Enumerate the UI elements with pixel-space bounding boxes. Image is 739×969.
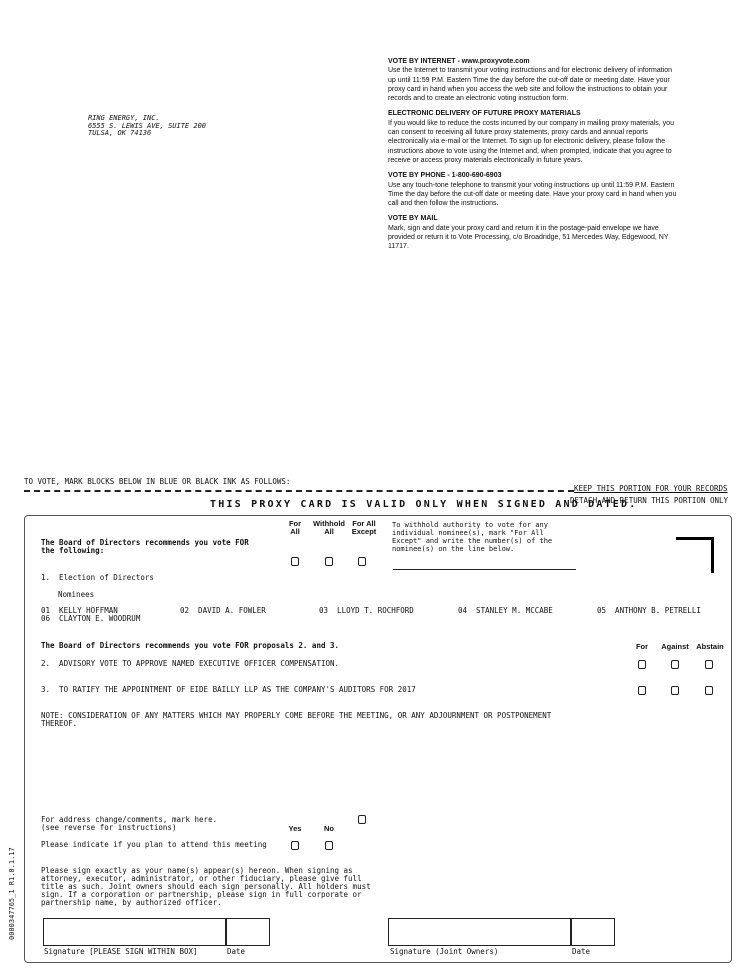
internet-title: VOTE BY INTERNET - www.proxyvote.com <box>388 58 530 65</box>
signature-label: Signature [PLEASE SIGN WITHIN BOX] <box>44 947 198 956</box>
registration-corner-mark <box>676 537 714 573</box>
mail-text: Mark, sign and date your proxy card and return it in the postage-paid envelope we have provided or return it to Vote Processing, c/o Broadridge, 51 Mercedes Way, Edgewood, NY 11717. <box>388 224 669 251</box>
item2-against-checkbox[interactable] <box>671 660 679 669</box>
board-recommendation: The Board of Directors recommends you vote FOR the following: <box>41 538 249 555</box>
address-change-label: For address change/comments, mark here. <box>41 815 218 824</box>
col-withhold-all: Withhold All <box>312 519 345 536</box>
nominee-05: 05 ANTHONY B. PETRELLI <box>597 606 701 615</box>
no-label: No <box>324 824 334 833</box>
item2-abstain-checkbox[interactable] <box>705 660 713 669</box>
company-address <box>88 115 206 138</box>
board-recommendation-proposals: The Board of Directors recommends you vote FOR proposals 2. and 3. <box>41 641 340 650</box>
nominee-write-in-line[interactable] <box>393 569 576 570</box>
attend-yes-checkbox[interactable] <box>291 841 299 850</box>
ink-instruction: TO VOTE, MARK BLOCKS BELOW IN BLUE OR BLACK INK AS FOLLOWS: <box>24 477 291 486</box>
address-change-checkbox[interactable] <box>358 815 366 824</box>
valid-notice: THIS PROXY CARD IS VALID ONLY WHEN SIGNED AND DATED. <box>210 499 638 510</box>
col-abstain: Abstain <box>696 642 724 651</box>
nominee-02: 02 DAVID A. FOWLER <box>180 606 266 615</box>
col-for-all-except: For All Except <box>351 519 377 536</box>
voting-methods <box>388 57 678 258</box>
form-code: 0000347765_1 R1.0.1.17 <box>8 847 16 940</box>
attend-no-checkbox[interactable] <box>325 841 333 850</box>
item-2-compensation: 2. ADVISORY VOTE TO APPROVE NAMED EXECUTIVE OFFICER COMPENSATION. <box>41 659 340 668</box>
col-for: For <box>635 642 649 651</box>
detach-portion-label: DETACH AND RETURN THIS PORTION ONLY <box>570 496 729 505</box>
attend-meeting-label: Please indicate if you plan to attend this meeting <box>41 840 267 849</box>
for-all-checkbox[interactable] <box>291 557 299 566</box>
joint-signature-box[interactable] <box>388 918 571 946</box>
date-box[interactable] <box>226 918 270 946</box>
nominee-01: 01 KELLY HOFFMAN <box>41 606 118 615</box>
company-city: TULSA, OK 74136 <box>88 129 152 137</box>
for-all-except-checkbox[interactable] <box>358 557 366 566</box>
item3-abstain-checkbox[interactable] <box>705 686 713 695</box>
phone-text: Use any touch-tone telephone to transmit your voting instructions up until 11:59 P.M. Eastern Time the day before the cut-off date or meeting date. Have your proxy card in hand when you call and then follow the instructions. <box>388 181 677 208</box>
col-against: Against <box>661 642 689 651</box>
detach-line <box>24 490 574 492</box>
date-label: Date <box>227 947 246 956</box>
withhold-all-checkbox[interactable] <box>325 557 333 566</box>
withhold-instructions: To withhold authority to vote for any individual nominee(s), mark "For All Except" and write the number(s) of the nominee(s) on the line below. <box>392 521 553 553</box>
mail-title: VOTE BY MAIL <box>388 215 438 223</box>
joint-date-label: Date <box>572 947 591 956</box>
electronic-text: If you would like to reduce the costs incurred by our company in mailing proxy materials, you can consent to receiving all future proxy statements, proxy cards and annual reports electronically via e-mail or the Internet. To sign up for electronic delivery, please follow the instructions above to vote using the Internet and, when prompted, indicate that you agree to receive or access proxy materials electronically in future years. <box>388 119 674 164</box>
meeting-note: NOTE: CONSIDERATION OF ANY MATTERS WHICH MAY PROPERLY COME BEFORE THE MEETING, OR ANY ADJOURNMENT OR POSTPONEMENT THEREOF. <box>41 711 552 728</box>
item-1-election: 1. Election of Directors <box>41 573 154 582</box>
company-name: RING ENERGY, INC. <box>88 114 160 122</box>
internet-text: Use the Internet to transmit your voting instructions and for electronic delivery of information up until 11:59 P.M. Eastern Time the day before the cut-off date or meeting date. Have your proxy card in hand when you access the web site and follow the instructions to obtain your records and to create an electronic voting instruction form. <box>388 67 673 103</box>
electronic-title: ELECTRONIC DELIVERY OF FUTURE PROXY MATERIALS <box>388 110 581 118</box>
col-for-all: For All <box>288 519 302 536</box>
nominee-06: 06 CLAYTON E. WOODRUM <box>41 614 141 623</box>
phone-title: VOTE BY PHONE - 1-800-690-6903 <box>388 172 502 180</box>
nominees-label: Nominees <box>58 590 95 599</box>
address-change-sub: (see reverse for instructions) <box>41 823 177 832</box>
joint-date-box[interactable] <box>571 918 615 946</box>
company-street: 6555 S. LEWIS AVE, SUITE 200 <box>88 121 207 130</box>
item2-for-checkbox[interactable] <box>638 660 646 669</box>
nominee-03: 03 LLOYD T. ROCHFORD <box>319 606 414 615</box>
yes-label: Yes <box>288 824 302 833</box>
item3-for-checkbox[interactable] <box>638 686 646 695</box>
nominee-04: 04 STANLEY M. MCCABE <box>458 606 553 615</box>
signing-instructions: Please sign exactly as your name(s) appear(s) hereon. When signing as attorney, executor, administrator, or other fiduciary, please give full title as such. Joint owners should each sign personally. All holders must sign. If a corporation or partnership, please sign in full corporate or partnership name, by authorized officer. <box>41 866 371 907</box>
item-3-auditors: 3. TO RATIFY THE APPOINTMENT OF EIDE BAILLY LLP AS THE COMPANY'S AUDITORS FOR 2017 <box>41 685 416 694</box>
keep-portion-label: KEEP THIS PORTION FOR YOUR RECORDS <box>574 484 728 493</box>
joint-signature-label: Signature (Joint Owners) <box>390 947 499 956</box>
signature-box[interactable] <box>43 918 226 946</box>
item3-against-checkbox[interactable] <box>671 686 679 695</box>
